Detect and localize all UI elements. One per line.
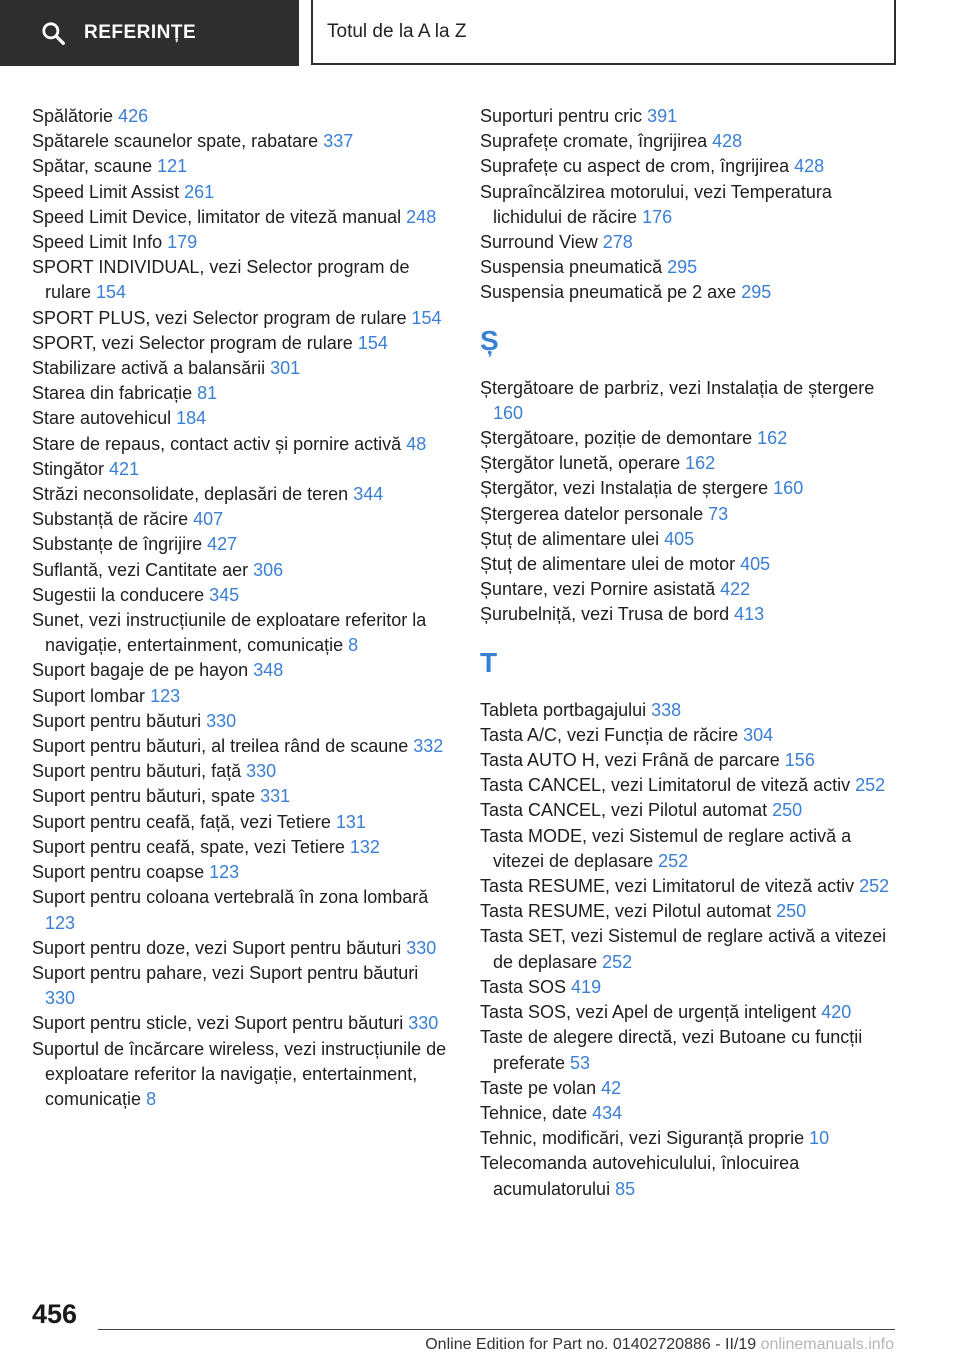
index-entry	[480, 280, 900, 305]
page-link[interactable]: 405	[740, 554, 771, 575]
index-entry-text: Suport pentru băuturi	[32, 710, 207, 731]
index-entry-text: Tasta A/C, vezi Funcția de răcire	[480, 724, 744, 745]
index-entry	[32, 1011, 452, 1036]
page-link[interactable]: 413	[734, 604, 765, 625]
page-link[interactable]: 252	[658, 850, 689, 871]
index-entry	[32, 532, 452, 557]
page-link[interactable]: 420	[821, 1002, 852, 1023]
index-entry-text: Tehnic, modificări, vezi Siguranță proprie	[480, 1128, 810, 1149]
index-entry	[480, 602, 900, 627]
index-entry-text: Speed Limit Device, limitator de viteză manual	[32, 206, 407, 227]
index-entry-text: Suport pentru doze, vezi Suport pentru băuturi	[32, 937, 407, 958]
index-entry-text: Tasta SOS, vezi Apel de urgență inteligent	[480, 1002, 822, 1023]
page-link[interactable]: 156	[784, 750, 815, 771]
page-link[interactable]: 121	[157, 156, 188, 177]
index-entry-text: Tasta AUTO H, vezi Frână de parcare	[480, 750, 785, 771]
index-entry-text: Suporturi pentru cric	[480, 106, 648, 126]
index-entry	[32, 684, 452, 709]
page-link[interactable]: 304	[743, 724, 774, 745]
page-link[interactable]: 162	[757, 428, 788, 449]
index-left-column	[32, 104, 452, 1112]
index-entry-text: Taste de alegere directă, vezi Butoane cu funcții preferate	[480, 1027, 863, 1073]
index-entry	[480, 975, 900, 1000]
index-entry	[32, 860, 452, 885]
index-entry-text: Stare de repaus, contact activ și pornire activă	[32, 433, 407, 454]
page-link[interactable]: 250	[776, 901, 807, 922]
page-link[interactable]: 73	[708, 503, 729, 524]
index-entry-text: Suport pentru pahare, vezi Suport pentru băuturi	[32, 962, 419, 983]
section-heading-t: T	[480, 646, 498, 678]
index-entry	[480, 748, 900, 773]
page-link[interactable]: 421	[109, 458, 140, 479]
index-entry	[480, 451, 900, 476]
index-entry	[480, 723, 900, 748]
index-entry	[480, 476, 900, 501]
page-link[interactable]: 184	[176, 408, 207, 429]
index-entry	[480, 874, 900, 899]
page-link[interactable]: 123	[150, 685, 181, 706]
index-entry	[32, 885, 452, 935]
index-entry-text: Străzi neconsolidate, deplasări de teren	[32, 484, 354, 505]
page-link[interactable]: 344	[353, 484, 384, 505]
index-entry-text: Substanță de răcire	[32, 509, 194, 530]
index-entry-text: Tasta SET, vezi Sistemul de reglare activă a vitezei de deplasare	[480, 926, 887, 972]
page-link[interactable]: 330	[45, 988, 76, 1009]
index-entry	[32, 558, 452, 583]
index-entry-text: Ștergerea datelor personale	[480, 503, 709, 524]
page-link[interactable]: 250	[772, 800, 803, 821]
page-link[interactable]: 123	[45, 912, 76, 933]
index-entry	[32, 255, 452, 305]
index-entry	[480, 824, 900, 874]
index-entry-text: Surround View	[480, 232, 603, 253]
page-link[interactable]: 301	[270, 358, 301, 379]
index-entry	[32, 356, 452, 381]
footer-divider	[98, 1329, 895, 1330]
index-entry-text: Stabilizare activă a balansării	[32, 358, 271, 379]
index-entry	[32, 608, 452, 658]
index-entry-text: Tasta RESUME, vezi Limitatorul de viteză activ	[480, 876, 860, 897]
page-link[interactable]: 48	[406, 433, 427, 454]
index-entry	[480, 899, 900, 924]
page-number: 456	[32, 1299, 78, 1329]
index-entry	[32, 306, 452, 331]
index-entry-text: SPORT PLUS, vezi Selector program de rulare	[32, 307, 412, 328]
page-link[interactable]: 330	[206, 710, 237, 731]
index-entry-text: Tasta CANCEL, vezi Pilotul automat	[480, 800, 773, 821]
page-link[interactable]: 8	[146, 1088, 157, 1109]
page-link[interactable]: 81	[197, 383, 218, 404]
index-entry-text: Speed Limit Info	[32, 232, 168, 253]
page-link[interactable]: 306	[253, 559, 284, 580]
index-entry-text: Suspensia pneumatică pe 2 axe	[480, 282, 742, 303]
index-entry	[32, 658, 452, 683]
index-entry	[32, 835, 452, 860]
page-link[interactable]: 295	[741, 282, 772, 303]
index-entry-text: Suport pentru ceafă, spate, vezi Tetiere	[32, 836, 350, 857]
page-link[interactable]: 338	[651, 699, 682, 720]
index-entry-text: Sugestii la conducere	[32, 584, 210, 605]
index-entry	[480, 129, 900, 154]
page-link[interactable]: 160	[773, 478, 804, 499]
references-tab-label: REFERINȚE	[84, 22, 197, 43]
index-entry	[32, 810, 452, 835]
page-link[interactable]: 422	[720, 579, 751, 600]
page-link[interactable]: 434	[592, 1102, 623, 1123]
index-entry	[32, 734, 452, 759]
index-entry-text: Tehnice, date	[480, 1102, 593, 1123]
index-entry	[32, 331, 452, 356]
index-entry-text: Tasta RESUME, vezi Pilotul automat	[480, 901, 777, 922]
page-link[interactable]: 179	[167, 232, 198, 253]
page-link[interactable]: 405	[664, 528, 695, 549]
index-entry-text: Suportul de încărcare wireless, vezi instrucțiunile de exploatare referitor la navigație, entertainment, comunicație	[32, 1038, 447, 1109]
index-entry	[32, 936, 452, 961]
index-entry	[32, 961, 452, 1011]
index-entry-text: Suport pentru coloana vertebrală în zona lombară	[32, 887, 429, 908]
index-entry-text: Șuntare, vezi Pornire asistată	[480, 579, 721, 600]
page-link[interactable]: 426	[118, 106, 149, 126]
page-link[interactable]: 330	[406, 937, 437, 958]
page-link[interactable]: 85	[615, 1178, 636, 1199]
index-entry-text: Starea din fabricație	[32, 383, 198, 404]
page-link[interactable]: 330	[246, 761, 277, 782]
index-entry-text: Suprafețe cromate, îngrijirea	[480, 131, 713, 152]
index-entry-text: Suport pentru ceafă, față, vezi Tetiere	[32, 811, 336, 832]
index-entry-text: Substanțe de îngrijire	[32, 534, 208, 555]
index-entry	[480, 502, 900, 527]
index-entry	[32, 406, 452, 431]
index-entry-text: Șurubelniță, vezi Trusa de bord	[480, 604, 735, 625]
index-entry-text: Tasta MODE, vezi Sistemul de reglare activă a vitezei de deplasare	[480, 825, 852, 871]
index-entry	[480, 426, 900, 451]
index-entry-text: Ștergătoare, poziție de demontare	[480, 428, 758, 449]
page-link[interactable]: 42	[601, 1077, 622, 1098]
page-link[interactable]: 337	[323, 131, 354, 152]
index-entry-text: Telecomanda autovehiculului, înlocuirea acumulatorului	[480, 1153, 800, 1199]
index-entry	[480, 255, 900, 280]
page-link[interactable]: 427	[207, 534, 238, 555]
page-link[interactable]: 391	[647, 106, 678, 126]
page-link[interactable]: 330	[408, 1013, 439, 1034]
index-entry-text: Suport pentru sticle, vezi Suport pentru băuturi	[32, 1013, 409, 1034]
index-entry	[32, 1037, 452, 1113]
page-link[interactable]: 123	[209, 862, 240, 883]
index-entry-text: Suprafețe cu aspect de crom, îngrijirea	[480, 156, 795, 177]
index-entry	[32, 180, 452, 205]
index-entry-text: Stare autovehicul	[32, 408, 177, 429]
footer-text	[425, 1336, 894, 1354]
index-entry-text: Tableta portbagajului	[480, 699, 652, 720]
page-link[interactable]: 345	[209, 584, 240, 605]
index-entry-text: Ștuț de alimentare ulei de motor	[480, 554, 741, 575]
index-entry-text: Spătar, scaune	[32, 156, 158, 177]
index-entry-text: Ștergător lunetă, operare	[480, 453, 686, 474]
index-entry-text: Ștergătoare de parbriz, vezi Instalația de ștergere	[480, 377, 875, 398]
index-entry	[32, 381, 452, 406]
page-link[interactable]: 132	[349, 836, 380, 857]
index-group-t	[480, 698, 900, 1202]
index-entry	[32, 432, 452, 457]
index-entry-text: Ștergător, vezi Instalația de ștergere	[480, 478, 774, 499]
index-entry-text: Suport pentru băuturi, al treilea rând de scaune	[32, 736, 414, 757]
index-entry-text: Tasta CANCEL, vezi Limitatorul de viteză activ	[480, 775, 856, 796]
index-entry	[32, 759, 452, 784]
az-tab[interactable]	[311, 0, 896, 65]
page-link[interactable]: 252	[855, 775, 886, 796]
page-link[interactable]: 10	[809, 1128, 830, 1149]
index-entry-text: Suport pentru coapse	[32, 862, 210, 883]
index-entry-text: Sunet, vezi instrucțiunile de exploatare referitor la navigație, entertainment, comunicație	[32, 610, 427, 656]
index-entry	[480, 180, 900, 230]
page-link[interactable]: 53	[570, 1052, 591, 1073]
page-link[interactable]: 419	[571, 976, 602, 997]
section-heading-s-comma: Ș	[480, 324, 499, 356]
index-entry-text: Tasta SOS	[480, 976, 572, 997]
index-entry	[480, 154, 900, 179]
index-entry	[480, 527, 900, 552]
page-link[interactable]: 252	[859, 876, 890, 897]
index-entry-text: Spătarele scaunelor spate, rabatare	[32, 131, 324, 152]
search-icon	[40, 20, 66, 46]
header	[0, 0, 960, 66]
index-entry	[32, 230, 452, 255]
index-entry-text: Suport pentru băuturi, față	[32, 761, 247, 782]
index-entry	[480, 1025, 900, 1075]
index-entry	[32, 784, 452, 809]
references-tab[interactable]	[0, 0, 299, 66]
index-group-s	[480, 104, 900, 306]
index-entry-text: Supraîncălzirea motorului, vezi Temperatura lichidului de răcire	[480, 181, 832, 227]
index-right-column	[480, 104, 900, 1202]
index-entry-text: Suport bagaje de pe hayon	[32, 660, 254, 681]
page-link[interactable]: 154	[96, 282, 127, 303]
index-entry	[32, 205, 452, 230]
page-link[interactable]: 154	[411, 307, 442, 328]
index-entry-text: Ștuț de alimentare ulei	[480, 528, 665, 549]
page-link[interactable]: 248	[406, 206, 437, 227]
index-entry	[480, 698, 900, 723]
index-entry	[32, 154, 452, 179]
index-entry	[32, 129, 452, 154]
page-link[interactable]: 252	[602, 951, 633, 972]
page-link[interactable]: 131	[335, 811, 366, 832]
index-entry-text: Suport pentru băuturi, spate	[32, 786, 261, 807]
index-entry-text: Stingător	[32, 458, 110, 479]
index-entry	[480, 1101, 900, 1126]
index-entry	[32, 482, 452, 507]
index-entry-text: Taste pe volan	[480, 1077, 602, 1098]
index-entry	[480, 773, 900, 798]
index-entry-text: Speed Limit Assist	[32, 181, 185, 202]
index-entry	[32, 583, 452, 608]
index-entry-text: Suflantă, vezi Cantitate aer	[32, 559, 254, 580]
index-entry	[480, 104, 900, 129]
page-link[interactable]: 348	[253, 660, 284, 681]
page-link[interactable]: 331	[260, 786, 291, 807]
index-entry-text: Suspensia pneumatică	[480, 257, 668, 278]
index-entry	[480, 1151, 900, 1201]
page-link[interactable]: 154	[357, 332, 388, 353]
index-entry	[480, 376, 900, 426]
index-entry	[32, 507, 452, 532]
index-entry	[480, 577, 900, 602]
az-tab-label: Totul de la A la Z	[327, 20, 467, 42]
index-entry	[480, 552, 900, 577]
index-entry	[480, 924, 900, 974]
page-link[interactable]: 261	[184, 181, 215, 202]
page-link[interactable]: 162	[685, 453, 716, 474]
index-entry	[32, 709, 452, 734]
index-group-s-comma	[480, 376, 900, 628]
index-entry-text: SPORT INDIVIDUAL, vezi Selector program de rulare	[32, 257, 410, 303]
page-link[interactable]: 428	[712, 131, 743, 152]
page-link[interactable]: 332	[413, 736, 444, 757]
index-entry	[480, 230, 900, 255]
page-link[interactable]: 176	[642, 206, 673, 227]
page-link[interactable]: 160	[493, 402, 524, 423]
page-link[interactable]: 428	[794, 156, 825, 177]
index-entry-text: Suport lombar	[32, 685, 151, 706]
page-link[interactable]: 407	[193, 509, 224, 530]
index-entry-text: SPORT, vezi Selector program de rulare	[32, 332, 358, 353]
watermark: onlinemanuals.info	[760, 1336, 894, 1353]
index-entry	[32, 457, 452, 482]
index-entry	[480, 1000, 900, 1025]
index-entry	[480, 1076, 900, 1101]
index-entry	[32, 104, 452, 129]
index-entry	[480, 1126, 900, 1151]
index-entry-text: Spălătorie	[32, 106, 119, 126]
page-link[interactable]: 8	[348, 635, 359, 656]
edition-info: Online Edition for Part no. 01402720886 - II/19	[425, 1336, 757, 1353]
page-link[interactable]: 295	[667, 257, 698, 278]
index-entry	[480, 798, 900, 823]
page-link[interactable]: 278	[602, 232, 633, 253]
